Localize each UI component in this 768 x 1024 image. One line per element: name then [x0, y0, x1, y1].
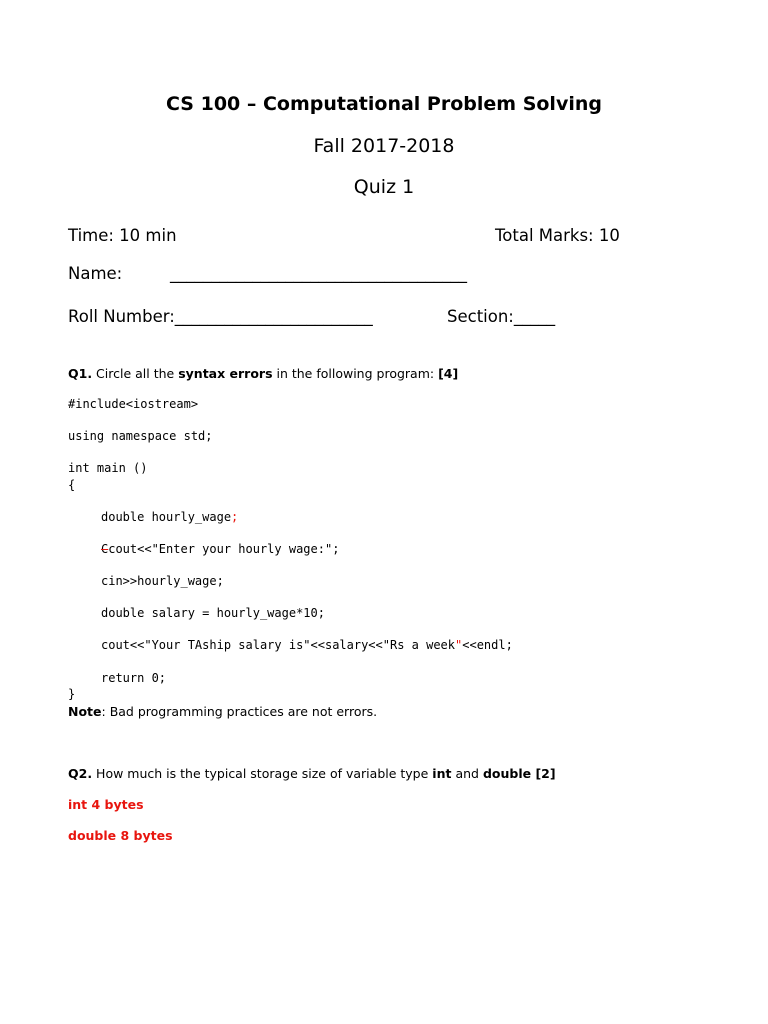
q1-text-a: Circle all the — [92, 366, 179, 381]
answer-double: double 8 bytes — [68, 828, 173, 843]
course-title: CS 100 – Computational Problem Solving — [166, 93, 602, 115]
note-label: Note — [68, 704, 102, 719]
code-cout-salary-text-b: <<endl; — [462, 638, 513, 652]
struck-capital-c: C — [101, 542, 109, 556]
name-blank-line: ____________________________________ — [170, 264, 467, 283]
q2-text-a: How much is the typical storage size of variable type — [92, 766, 433, 781]
total-marks-label: Total Marks: 10 — [495, 226, 620, 245]
code-cout-salary-text-a: cout<<"Your TAship salary is"<<salary<<"Rs a week — [101, 638, 456, 652]
code-line-cin: cin>>hourly_wage; — [101, 574, 224, 588]
code-line-namespace: using namespace std; — [68, 429, 213, 443]
q1-marks: [4] — [438, 366, 459, 381]
code-line-return: return 0; — [101, 671, 167, 685]
name-label: Name: — [68, 264, 123, 283]
note-text: : Bad programming practices are not errors. — [101, 704, 378, 719]
code-declare-wage-text: double hourly_wage — [101, 510, 232, 524]
code-cout-prompt-text: cout<<"Enter your hourly wage:"; — [108, 542, 340, 556]
term-label: Fall 2017-2018 — [313, 135, 455, 157]
code-line-close-brace: } — [68, 687, 76, 701]
q2-double: double — [482, 766, 532, 781]
note — [68, 704, 377, 719]
code-line-include: #include<iostream> — [68, 397, 199, 411]
inserted-semicolon-mark: ; — [231, 510, 239, 524]
quiz-label: Quiz 1 — [353, 176, 415, 198]
code-line-cout-salary — [101, 638, 513, 652]
section-label: Section:_____ — [447, 307, 556, 326]
q1-text-b: in the following program: — [272, 366, 439, 381]
code-line-cout-prompt — [101, 542, 339, 556]
q2-and: and — [451, 766, 483, 781]
q2-marks: [2] — [531, 766, 556, 781]
question-2 — [68, 766, 556, 781]
inserted-quote-mark: " — [455, 638, 463, 652]
question-1 — [68, 366, 458, 381]
q2-number: Q2. — [68, 766, 93, 781]
code-line-open-brace: { — [68, 478, 76, 492]
q2-int: int — [432, 766, 452, 781]
roll-number-label: Roll Number:________________________ — [68, 307, 373, 326]
code-line-main: int main () — [68, 461, 148, 475]
answer-int: int 4 bytes — [68, 797, 144, 812]
code-line-declare-wage — [101, 510, 238, 524]
q1-number: Q1. — [68, 366, 93, 381]
q1-bold-text: syntax errors — [178, 366, 273, 381]
code-line-salary: double salary = hourly_wage*10; — [101, 606, 325, 620]
time-label: Time: 10 min — [68, 226, 177, 245]
